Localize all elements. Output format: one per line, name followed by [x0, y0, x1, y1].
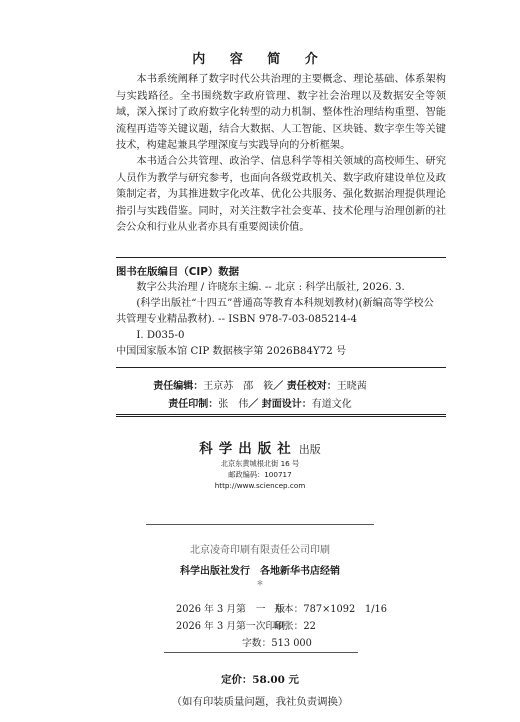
quality-note: （如有印装质量问题，我社负责调换）	[171, 696, 349, 708]
proofreader-role: ／ 责任校对：	[273, 381, 337, 392]
editor-names: 王京苏 邵 筱	[203, 381, 274, 392]
print-date: 2026 年 3 月第一次印刷	[176, 621, 286, 632]
print-sheets: 印张：22	[274, 621, 316, 632]
publisher-website: http://www.sciencep.com	[214, 481, 306, 490]
cip-heading: 图书在版编目（CIP）数据	[116, 266, 240, 278]
cip-record	[116, 280, 446, 360]
cip-line-series: (科学出版社“十四五”普通高等教育本科规划教材)(新编高等学校公	[136, 298, 434, 309]
print-manager-role: 责任印制：	[168, 399, 219, 410]
intro-title: 内 容 简 介	[192, 52, 328, 67]
cip-line-class: Ⅰ. D035-0	[136, 330, 185, 341]
section-divider-top	[116, 257, 446, 258]
credits-line-1	[0, 377, 520, 392]
cover-designer-name: 有道文化	[311, 399, 352, 410]
intro-paragraph-2	[116, 154, 446, 237]
section-divider-double	[116, 414, 446, 417]
publisher-address: 北京东黄城根北街 16 号	[220, 459, 300, 468]
publisher-suffix: 出版	[298, 443, 321, 456]
publisher-divider	[146, 524, 374, 525]
publisher-postcode: 邮政编码：100717	[228, 470, 292, 479]
section-divider-cip	[116, 367, 446, 368]
book-format: 开本：787×1092 1/16	[274, 604, 388, 615]
cip-line-number: 中国国家版本馆 CIP 数据核字第 2026B84Y72 号	[116, 346, 347, 357]
cover-designer-role: ／ 封面设计：	[248, 399, 312, 410]
intro-paragraph-1-text: 本书系统阐释了数字时代公共治理的主要概念、理论基础、体系架构与实践路径。全书围绕数字政府管理、数字社会治理以及数据安全等领域，深入探讨了政府数字化转型的动力机制、整体性治理结构重塑、智能流程再造等关键议题，结合大数据、人工智能、区块链、数字孪生等关键技术，构建起兼具学理深度与实践导向的分析框架。	[116, 74, 446, 152]
price: 定价：58.00 元	[221, 674, 299, 686]
edition-date: 2026 年 3 月第 一 版	[176, 604, 286, 615]
intro-paragraph-1	[116, 72, 446, 155]
printer-line: 北京凌奇印刷有限责任公司印刷	[190, 545, 330, 556]
distribution-line: 科学出版社发行 各地新华书店经销	[180, 566, 340, 577]
proofreader-name: 王晓茜	[336, 381, 367, 392]
word-count: 字数：513 000	[242, 638, 312, 649]
cip-line-isbn: 共管理专业精品教材). -- ISBN 978-7-03-085214-4	[116, 314, 357, 325]
separator-asterisk: ＊	[256, 579, 264, 587]
cip-line-title: 数字公共治理 / 许晓东主编. -- 北京 : 科学出版社, 2026. 3.	[136, 282, 405, 293]
intro-paragraph-2-text: 本书适合公共管理、政治学、信息科学等相关领域的高校师生、研究人员作为教学与研究参考，也面向各级党政机关、数字政府建设单位及政策制定者，为其推进数字化改革、优化公共服务、强化数据治理提供理论指引与实践借鉴。同时，对关注数字社会变革、技术伦理与治理创新的社会公众和行业从业者亦具有重要阅读价值。	[116, 156, 446, 234]
publisher-logo	[0, 437, 520, 457]
editor-role: 责任编辑：	[153, 381, 204, 392]
print-manager-name: 张 伟	[218, 399, 249, 410]
credits-line-2	[0, 395, 520, 410]
spec-divider	[164, 652, 358, 653]
publisher-brand: 科学出版社	[199, 441, 297, 457]
